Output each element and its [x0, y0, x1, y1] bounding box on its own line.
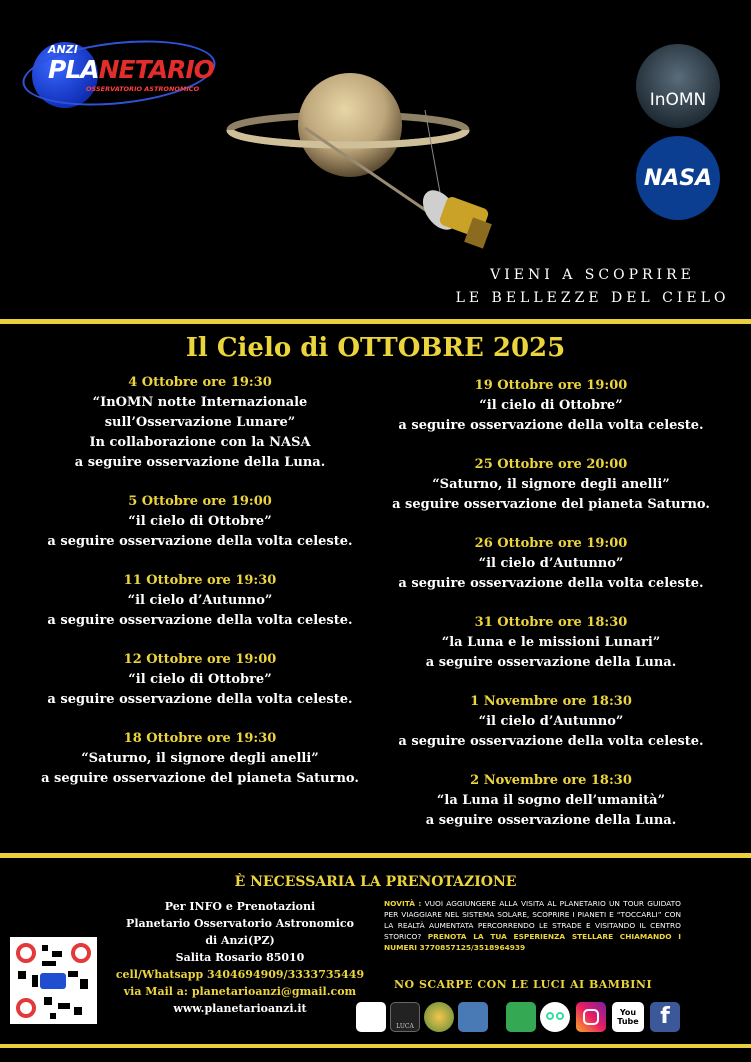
event-line: a seguire osservazione del pianeta Saturno.: [41, 771, 359, 786]
info-line: di Anzi(PZ): [205, 934, 275, 947]
inomn-label: InOMN: [649, 90, 707, 110]
logo-planetario-text: [48, 55, 214, 84]
phone-line[interactable]: cell/Whatsapp 3404694909/3333735449: [115, 968, 365, 981]
youtube-label: You Tube: [617, 1008, 639, 1026]
event-line: “la Luna e le missioni Lunari”: [441, 635, 661, 650]
event-date: 1 Novembre ore 18:30: [470, 694, 632, 709]
event-item: [378, 771, 724, 831]
event-line: “Saturno, il signore degli anelli”: [432, 477, 670, 492]
youtube-icon[interactable]: [612, 1002, 644, 1032]
event-item: [378, 455, 724, 515]
top-divider: [0, 319, 751, 324]
event-item: [378, 613, 724, 673]
event-date: 31 Ottobre ore 18:30: [474, 615, 628, 630]
tripadvisor-icon[interactable]: [540, 1002, 570, 1032]
logo-pla: PLA: [48, 55, 99, 84]
novita-cta: PRENOTA LA TUA ESPERIENZA STELLARE CHIAMANDO I NUMERI 3770857125/3518964939: [384, 932, 681, 952]
nasa-badge: [636, 136, 720, 220]
logo-anzi-text: ANZI: [48, 43, 78, 56]
logo-subtitle: OSSERVATORIO ASTRONOMICO: [86, 85, 200, 93]
event-item: [25, 729, 375, 789]
event-item: [378, 376, 724, 436]
park-badge-icon: [424, 1002, 454, 1032]
event-line: “il cielo d’Autunno”: [127, 593, 273, 608]
event-date: 4 Ottobre ore 19:30: [128, 375, 272, 390]
events-right-column: [378, 376, 724, 850]
event-line: a seguire osservazione della Luna.: [74, 455, 326, 470]
info-line: Per INFO e Prenotazioni: [164, 900, 316, 913]
tagline-line-1: VIENI A SCOPRIRE: [490, 267, 695, 283]
event-line: “la Luna il sogno dell’umanità”: [436, 793, 666, 808]
event-date: 2 Novembre ore 18:30: [470, 773, 632, 788]
event-line: “InOMN notte Internazionale: [92, 395, 308, 410]
instagram-icon[interactable]: [576, 1002, 606, 1032]
event-line: a seguire osservazione della volta celeste.: [398, 734, 704, 749]
event-line: a seguire osservazione della volta celeste.: [398, 576, 704, 591]
events-left-column: [25, 373, 375, 808]
page-title: Il Cielo di OTTOBRE 2025: [185, 333, 566, 363]
booking-required: È NECESSARIA LA PRENOTAZIONE: [234, 874, 517, 890]
event-line: “Saturno, il signore degli anelli”: [81, 751, 319, 766]
event-line: a seguire osservazione della volta celeste.: [47, 613, 353, 628]
event-date: 12 Ottobre ore 19:00: [123, 652, 277, 667]
event-item: [25, 650, 375, 710]
event-date: 11 Ottobre ore 19:30: [123, 573, 277, 588]
nasa-label: NASA: [643, 166, 713, 191]
luca-logo-text: LUCA: [396, 1023, 414, 1030]
event-line: “il cielo di Ottobre”: [479, 398, 623, 413]
event-date: 18 Ottobre ore 19:30: [123, 731, 277, 746]
event-line: a seguire osservazione del pianeta Saturno.: [392, 497, 710, 512]
novita-text: VUOI AGGIUNGERE ALLA VISITA AL PLANETARIO UN TOUR GUIDATO PER VIAGGIARE NEL SISTEMA SOLARE, SCOPRIRE I PIANETI E “TOCCARLI” CON LA REALTÀ AUMENTATA PERCORRENDO LE STRADE E VISITANDO IL CENTRO STORICO?: [384, 899, 681, 941]
planetario-logo: [22, 38, 217, 108]
event-line: a seguire osservazione della volta celeste.: [47, 534, 353, 549]
event-date: 26 Ottobre ore 19:00: [474, 536, 628, 551]
website-link[interactable]: www.planetarioanzi.it: [173, 1002, 307, 1015]
event-line: a seguire osservazione della Luna.: [425, 813, 677, 828]
info-line: Planetario Osservatorio Astronomico: [126, 917, 354, 930]
luca-logo-icon: [390, 1002, 420, 1032]
qr-code[interactable]: [10, 937, 97, 1024]
event-item: [378, 534, 724, 594]
anzi-emblem-icon: [356, 1002, 386, 1032]
event-date: 25 Ottobre ore 20:00: [474, 457, 628, 472]
event-line: “il cielo di Ottobre”: [128, 672, 272, 687]
no-shoes-notice: NO SCARPE CON LE LUCI AI BAMBINI: [394, 978, 653, 991]
event-item: [378, 692, 724, 752]
logo-netario: NETARIO: [98, 55, 214, 84]
saturn-planet: [298, 73, 402, 177]
facebook-label: f: [660, 1004, 670, 1029]
tagline-line-2: LE BELLEZZE DEL CIELO: [455, 290, 730, 306]
event-line: “il cielo di Ottobre”: [128, 514, 272, 529]
event-line: In collaborazione con la NASA: [89, 435, 311, 450]
coat-of-arms-icon: [458, 1002, 488, 1032]
facebook-icon[interactable]: [650, 1002, 680, 1032]
contact-info: [100, 898, 380, 1017]
bottom-divider: [0, 853, 751, 858]
event-line: a seguire osservazione della Luna.: [425, 655, 677, 670]
event-item: [25, 492, 375, 552]
info-line: Salita Rosario 85010: [175, 951, 305, 964]
event-item: [25, 571, 375, 631]
event-date: 19 Ottobre ore 19:00: [474, 378, 628, 393]
event-date: 5 Ottobre ore 19:00: [128, 494, 272, 509]
event-line: sull’Osservazione Lunare”: [104, 415, 296, 430]
event-item: [25, 373, 375, 473]
email-link[interactable]: via Mail a: planetarioanzi@gmail.com: [123, 985, 357, 998]
event-line: “il cielo d’Autunno”: [478, 556, 624, 571]
inomn-badge: [636, 44, 720, 128]
event-line: a seguire osservazione della volta celeste.: [398, 418, 704, 433]
event-line: “il cielo d’Autunno”: [478, 714, 624, 729]
novita-label: NOVITÀ :: [384, 899, 422, 908]
footer-divider: [0, 1044, 751, 1048]
event-line: a seguire osservazione della volta celeste.: [47, 692, 353, 707]
google-maps-icon[interactable]: [506, 1002, 536, 1032]
novita-notice: [384, 898, 681, 953]
